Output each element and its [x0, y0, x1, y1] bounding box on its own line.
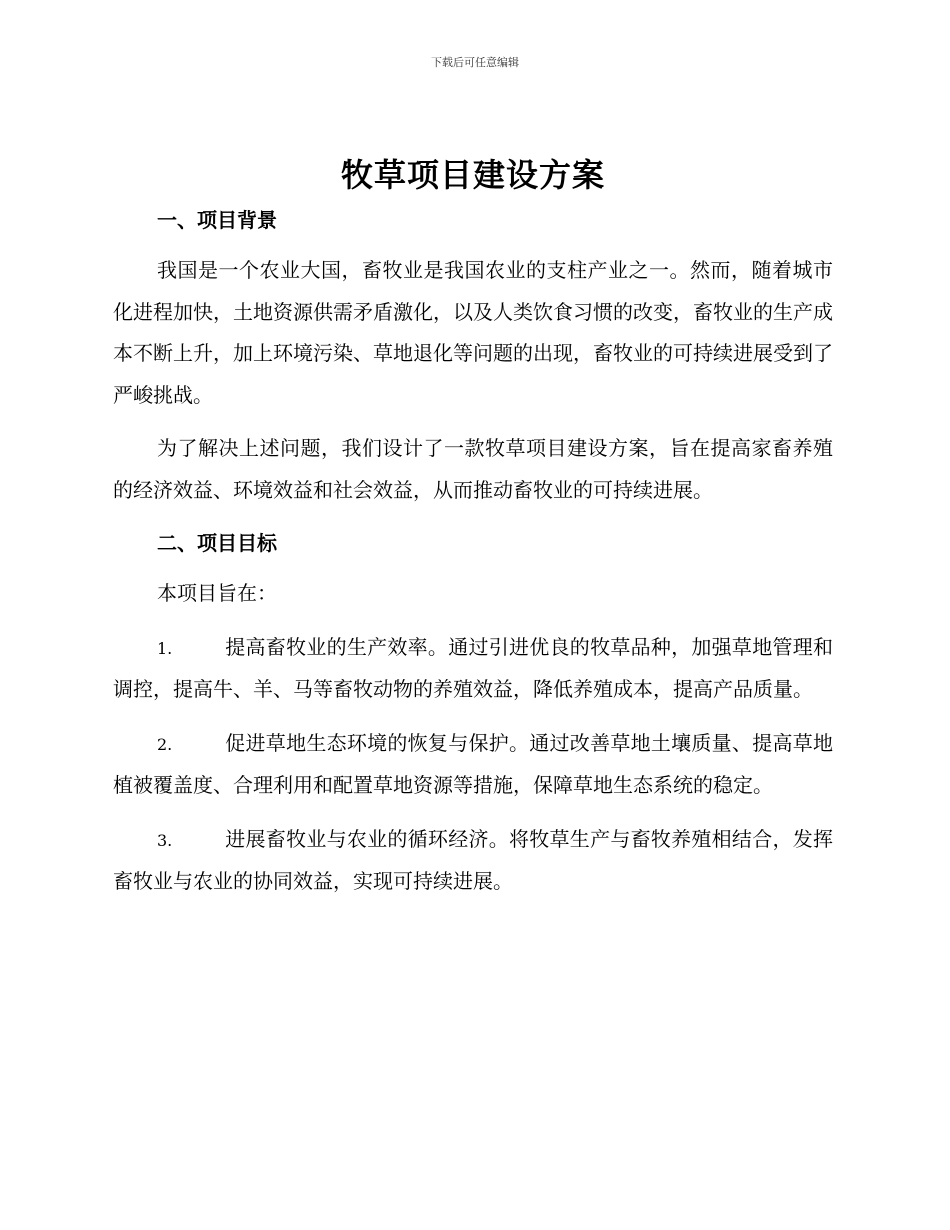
paragraph: 为了解决上述问题，我们设计了一款牧草项目建设方案，旨在提高家畜养殖的经济效益、环境效益和社会效益，从而推动畜牧业的可持续进展。: [113, 436, 833, 502]
goals-intro: 本项目旨在：: [157, 581, 277, 605]
page-header-note: 下载后可任意编辑: [431, 56, 519, 69]
list-item: [113, 723, 833, 807]
document-title: 牧草项目建设方案: [340, 156, 605, 194]
list-item-number: 3.: [157, 830, 173, 850]
section-heading-goals: 二、项目目标: [157, 531, 277, 555]
paragraph: 我国是一个农业大国，畜牧业是我国农业的支柱产业之一。然而，随着城市化进程加快，土地资源供需矛盾激化，以及人类饮食习惯的改变，畜牧业的生产成本不断上升，加上环境污染、草地退化等问题的出现，畜牧业的可持续进展受到了严峻挑战。: [113, 258, 833, 407]
section-heading-background: 一、项目背景: [157, 208, 277, 232]
list-item-text: 进展畜牧业与农业的循环经济。将牧草生产与畜牧养殖相结合，发挥畜牧业与农业的协同效益，实现可持续进展。: [113, 826, 833, 893]
list-item-text: 提高畜牧业的生产效率。通过引进优良的牧草品种，加强草地管理和调控，提高牛、羊、马等畜牧动物的养殖效益，降低养殖成本，提高产品质量。: [113, 634, 833, 701]
list-item-text: 促进草地生态环境的恢复与保护。通过改善草地土壤质量、提高草地植被覆盖度、合理利用和配置草地资源等措施，保障草地生态系统的稳定。: [113, 730, 833, 797]
list-item-number: 2.: [157, 734, 173, 754]
list-item-number: 1.: [157, 638, 173, 658]
list-item: [113, 627, 833, 711]
document-body: [113, 150, 833, 903]
list-item: [113, 819, 833, 903]
